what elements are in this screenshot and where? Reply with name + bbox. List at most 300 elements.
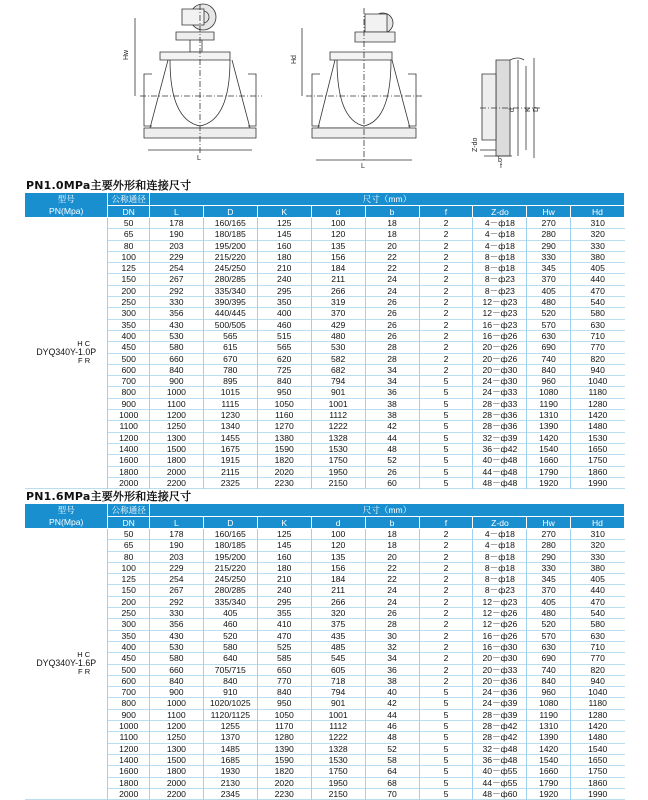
header-dn: DN [108,517,149,529]
table-row [25,342,625,353]
label-hd: Hd [291,55,298,64]
table-cell: 28 [365,353,419,364]
table-cell: 1180 [588,698,607,709]
table-cell: 2 [419,297,473,308]
table-cell: 770 [257,675,311,686]
table-cell: 34 [365,653,419,664]
table-cell: 345 [527,263,571,274]
table-cell: 1590 [257,443,311,454]
table-row [25,263,625,274]
table-cell: 320 [590,540,605,551]
table-cell: 440 [590,585,605,596]
table-cell: 580 [203,641,257,652]
table-cell: 405 [590,574,605,585]
table-cell: 1370 [203,732,257,743]
label-l1: L [197,155,201,162]
table-cell: 2000 [108,477,149,488]
table-cell: 2 [419,630,473,641]
table-cell: 2115 [203,466,257,477]
table-cell: 8－ф18 [473,251,527,262]
table-cell: 2000 [149,466,203,477]
table-cell: 820 [590,664,605,675]
table-cell: 630 [590,630,605,641]
table-cell: 940 [590,675,605,686]
table-cell: 32 [365,641,419,652]
table-cell: 515 [257,330,311,341]
label-dd: D [533,106,540,112]
table-cell: 1500 [149,443,203,454]
table-row [25,619,625,630]
table-row [25,455,625,466]
table-cell: 24－ф33 [473,387,527,398]
table-cell: 380 [590,562,605,573]
table-cell: 1400 [108,754,149,765]
table-cell: 1675 [203,443,257,454]
table-cell: 20－ф30 [473,364,527,375]
table-cell: 290 [527,551,571,562]
table-cell: 440/445 [203,308,257,319]
table-cell: 430 [149,630,203,641]
table-row [25,709,625,720]
table-cell: 1920 [527,788,571,799]
table-cell: 22 [365,562,419,573]
header-col: d [311,206,365,218]
table-cell: 26 [365,330,419,341]
table-cell: 156 [311,251,365,262]
table-cell: 960 [527,687,571,698]
table-cell: 794 [311,687,365,698]
table-cell: 450 [108,653,149,664]
table-cell: 267 [149,585,203,596]
table-cell: 1990 [588,477,608,488]
table-cell: 18 [365,540,419,551]
table-cell: 215/220 [203,562,257,573]
table-cell: 1990 [588,788,608,799]
table-cell: 1000 [149,698,203,709]
table-row [25,777,625,788]
table-cell: 1480 [588,732,608,743]
table-cell: 710 [590,641,605,652]
table-cell: 40－ф55 [473,766,527,777]
table-cell: 4－ф18 [473,540,527,551]
table-cell: 42 [365,698,419,709]
table-cell: 2 [419,229,473,240]
table-row [25,574,625,585]
table-row [25,218,625,229]
table-cell: 1040 [588,376,608,387]
table-cell: 1015 [203,387,257,398]
table-cell: 2230 [257,477,311,488]
table-cell: 267 [149,274,203,285]
table-cell: 2 [419,274,473,285]
table-cell: 5 [419,432,473,443]
header-model-l1: 型号 [57,505,75,515]
table-cell: 18 [365,529,419,540]
table-row [25,466,625,477]
table-cell: 1790 [527,777,571,788]
table-cell: 2000 [108,788,149,799]
table-cell: 670 [203,353,257,364]
table-cell: 145 [257,229,311,240]
table-cell: 335/340 [203,285,257,296]
table-cell: 2 [419,319,473,330]
table-cell: 350 [108,630,149,641]
table-cell: 38 [365,675,419,686]
table-cell: 840 [527,675,571,686]
table-cell: 229 [149,562,203,573]
table-cell: 2 [419,641,473,652]
table-cell: 470 [590,285,605,296]
table-row [25,698,625,709]
table-cell: 5 [419,477,473,488]
table-cell: 335/340 [203,596,257,607]
table-cell: 400 [108,641,149,652]
table-cell: 530 [311,342,365,353]
label-b: b [498,157,502,164]
table-cell: 356 [149,308,203,319]
model-main: DYQ340Y-1.6P [36,658,97,669]
table-cell: 2 [419,218,473,229]
table-row [25,308,625,319]
table-cell: 1170 [257,721,311,732]
table-row [25,732,625,743]
table-cell: 2 [419,308,473,319]
table-cell: 1200 [108,743,149,754]
table-cell: 435 [311,630,365,641]
table-cell: 24－ф36 [473,687,527,698]
table-cell: 1790 [527,466,571,477]
table-cell: 820 [590,353,605,364]
header-dn: DN [108,206,149,218]
table-cell: 28－ф36 [473,410,527,421]
table-cell: 1230 [203,410,257,421]
table-cell: 330 [149,608,203,619]
table-cell: 295 [257,596,311,607]
table-cell: 1040 [588,687,608,698]
table-cell: 1280 [588,398,608,409]
table-cell: 180/185 [203,540,257,551]
table-row [25,540,625,551]
table-cell: 240 [257,274,311,285]
table-cell: 28－ф39 [473,709,527,720]
table-cell: 1800 [149,455,203,466]
table-cell: 725 [257,364,311,375]
table-cell: 80 [108,551,149,562]
table-cell: 1100 [149,709,203,720]
table-cell: 615 [203,342,257,353]
table-cell: 24 [365,585,419,596]
table-row [25,743,625,754]
table-cell: 292 [149,596,203,607]
table-cell: 178 [149,218,203,229]
table-cell: 1250 [149,732,203,743]
table-cell: 2200 [149,788,203,799]
table-row [25,608,625,619]
label-f: f [500,163,502,170]
table-cell: 280 [527,229,571,240]
table-cell: 485 [311,641,365,652]
table-cell: 1920 [527,477,571,488]
table-cell: 26 [365,466,419,477]
table-row [25,229,625,240]
table-cell: 2 [419,342,473,353]
table-cell: 1390 [527,732,571,743]
table-cell: 100 [311,529,365,540]
table-cell: 320 [590,229,605,240]
table-cell: 1190 [527,398,571,409]
table-cell: 800 [108,698,149,709]
table-cell: 520 [527,308,571,319]
table-cell: 330 [527,562,571,573]
table-cell: 705/715 [203,664,257,675]
table-cell: 44－ф55 [473,777,527,788]
table-cell: 1080 [527,387,571,398]
table-cell: 1390 [257,743,311,754]
table-cell: 840 [257,687,311,698]
table-cell: 1115 [203,398,257,409]
table-cell: 5 [419,709,473,720]
table-cell: 1420 [527,743,571,754]
header-model-l1: 型号 [57,194,75,204]
table-cell: 80 [108,240,149,251]
table-cell: 245/250 [203,574,257,585]
label-l2: L [361,163,365,170]
dimensions-table-pn16 [25,504,625,800]
table-cell: 5 [419,443,473,454]
table-cell: 718 [311,675,365,686]
table-cell: 565 [203,330,257,341]
table-cell: 1540 [527,443,571,454]
table-cell: 1820 [257,766,311,777]
table-cell: 1222 [311,732,365,743]
table-cell: 48 [365,443,419,454]
table-cell: 270 [527,218,571,229]
table-cell: 120 [311,540,365,551]
model-top: H C [77,650,91,660]
table-cell: 210 [257,263,311,274]
table-cell: 2325 [203,477,257,488]
table-cell: 178 [149,529,203,540]
table-cell: 8－ф23 [473,274,527,285]
table-cell: 355 [257,608,311,619]
table-row [25,641,625,652]
valve-drawings [0,0,648,172]
table-cell: 24 [365,274,419,285]
table-cell: 32－ф39 [473,432,527,443]
table-cell: 229 [149,251,203,262]
table-row [25,398,625,409]
table-cell: 600 [108,364,149,375]
table-cell: 2 [419,551,473,562]
table-cell: 440 [590,274,605,285]
table-cell: 65 [108,540,149,551]
table-row [25,443,625,454]
table-cell: 310 [590,218,605,228]
table-cell: 12－ф23 [473,596,527,607]
table-cell: 30 [365,630,419,641]
table-cell: 1660 [527,766,571,777]
table-cell: 1020/1025 [203,698,257,709]
table-row [25,387,625,398]
label-hw: Hw [123,49,130,60]
model-bottom: F R [78,667,91,677]
table-cell: 1530 [311,754,365,765]
table-cell: 5 [419,766,473,777]
table-cell: 211 [311,274,365,285]
table-cell: 5 [419,455,473,466]
table-title-pn16: PN1.6MPa主要外形和连接尺寸 [26,490,192,503]
table-cell: 1222 [311,421,365,432]
table-cell: 280/285 [203,585,257,596]
table-cell: 24－ф39 [473,698,527,709]
table-cell: 460 [257,319,311,330]
table-cell: 52 [365,455,419,466]
table-cell: 64 [365,766,419,777]
table-row [25,251,625,262]
table-cell: 950 [257,387,311,398]
table-row [25,551,625,562]
table-cell: 2000 [149,777,203,788]
table-cell: 960 [527,376,571,387]
table-cell: 940 [590,364,605,375]
table-cell: 1530 [311,443,365,454]
table-cell: 20 [365,551,419,562]
header-dimensions: 尺寸（mm） [149,193,624,206]
table-cell: 1112 [311,410,365,421]
table-cell: 2 [419,608,473,619]
table-cell: 34 [365,364,419,375]
table-cell: 405 [590,263,605,274]
table-cell: 2 [419,585,473,596]
table-cell: 8－ф18 [473,562,527,573]
table-cell: 840 [149,364,203,375]
table-cell: 1485 [203,743,257,754]
table-cell: 1050 [257,709,311,720]
table-row [25,364,625,375]
header-col: Hw [527,517,571,529]
table-row [25,274,625,285]
table-cell: 44－ф48 [473,466,527,477]
table-cell: 410 [257,619,311,630]
table-cell: 320 [311,608,365,619]
table-cell: 20－ф26 [473,353,527,364]
table-cell: 195/200 [203,551,257,562]
header-dn-label: 公称通径 [108,193,149,206]
table-cell: 1180 [588,387,607,398]
table-cell: 150 [108,585,149,596]
table-cell: 270 [527,529,571,540]
table-cell: 5 [419,732,473,743]
table-cell: 370 [527,274,571,285]
table-cell: 4－ф18 [473,218,527,229]
table-cell: 520 [203,630,257,641]
table-cell: 210 [257,574,311,585]
table-cell: 203 [149,551,203,562]
table-cell: 520 [527,619,571,630]
table-cell: 26 [365,297,419,308]
table-cell: 1280 [588,709,608,720]
table-cell: 345 [527,574,571,585]
table-cell: 200 [108,596,149,607]
table-cell: 1650 [588,754,608,765]
table-cell: 640 [203,653,257,664]
table-cell: 460 [203,619,257,630]
table-cell: 240 [257,585,311,596]
table-cell: 300 [108,619,149,630]
model-top: H C [77,339,91,349]
table-cell: 5 [419,376,473,387]
table-cell: 22 [365,574,419,585]
header-col: K [257,517,311,529]
table-cell: 4－ф18 [473,229,527,240]
table-cell: 370 [311,308,365,319]
table-cell: 200 [108,285,149,296]
table-cell: 1950 [311,777,365,788]
table-cell: 184 [311,574,365,585]
table-cell: 2 [419,529,473,540]
table-cell: 12－ф23 [473,297,527,308]
table-cell: 1120/1125 [203,709,257,720]
table-title-pn10: PN1.0MPa主要外形和连接尺寸 [26,179,192,192]
table-cell: 160 [257,551,311,562]
header-model [25,193,108,218]
table-cell: 2 [419,596,473,607]
header-col: Hd [570,206,624,218]
table-cell: 2020 [257,466,311,477]
header-col: f [419,517,473,529]
table-cell: 1300 [149,432,203,443]
table-cell: 300 [108,308,149,319]
table-cell: 901 [311,698,365,709]
header-col: f [419,206,473,218]
table-cell: 5 [419,410,473,421]
table-cell: 38 [365,410,419,421]
table-cell: 605 [311,664,365,675]
table-cell: 36 [365,664,419,675]
table-cell: 28－ф33 [473,398,527,409]
table-row [25,421,625,432]
table-cell: 250 [108,608,149,619]
table-cell: 195/200 [203,240,257,251]
header-col: Z-do [473,517,527,529]
table-cell: 690 [527,653,571,664]
table-cell: 650 [257,664,311,675]
table-cell: 26 [365,608,419,619]
table-cell: 1820 [257,455,311,466]
table-cell: 266 [311,285,365,296]
table-cell: 380 [590,251,605,262]
table-cell: 20－ф26 [473,342,527,353]
header-model-l2: PN(Mpa) [49,517,84,527]
table-cell: 1800 [108,777,149,788]
table-cell: 1310 [527,410,571,421]
table-cell: 2 [419,664,473,675]
table-row [25,240,625,251]
table-cell: 160 [257,240,311,251]
table-row [25,687,625,698]
table-cell: 900 [108,398,149,409]
table-cell: 5 [419,698,473,709]
table-cell: 740 [527,353,571,364]
table-cell: 100 [108,562,149,573]
table-cell: 12－ф26 [473,619,527,630]
table-cell: 2200 [149,477,203,488]
table-cell: 1100 [108,421,149,432]
table-cell: 28－ф42 [473,732,527,743]
table-cell: 65 [108,229,149,240]
table-cell: 400 [257,308,311,319]
table-cell: 356 [149,619,203,630]
